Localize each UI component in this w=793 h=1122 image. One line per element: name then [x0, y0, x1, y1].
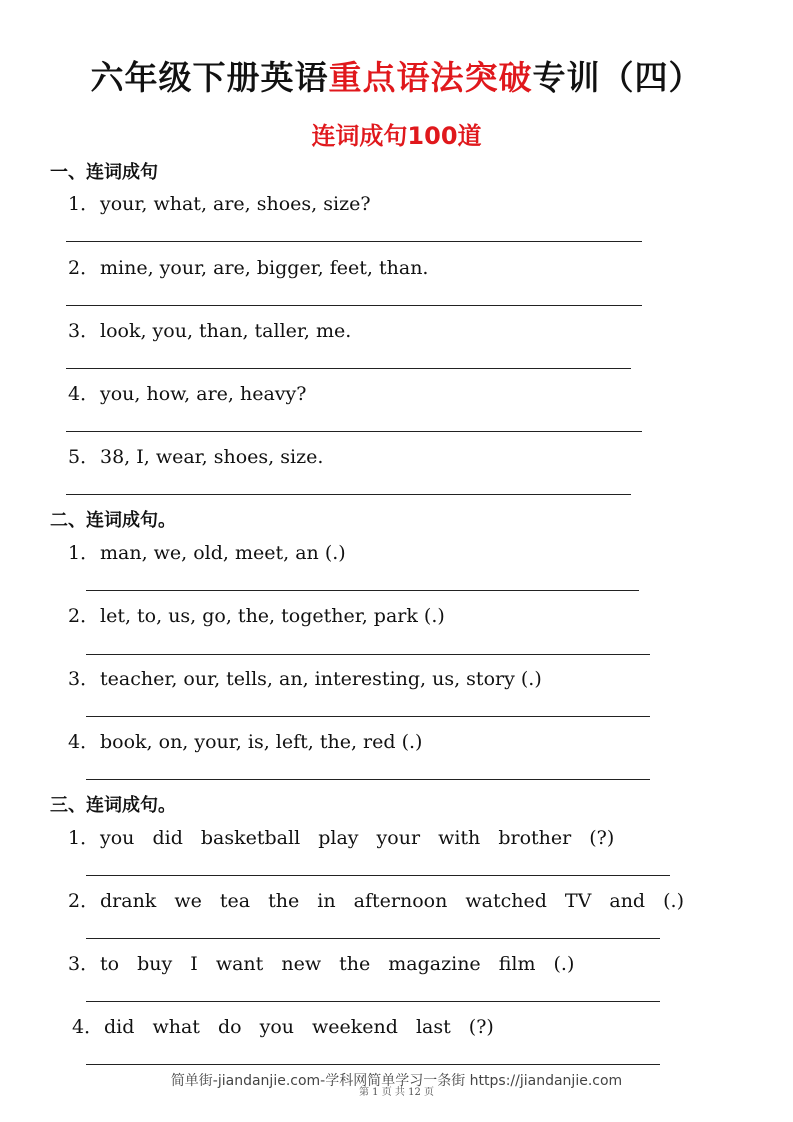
question-3-3: [68, 949, 574, 976]
question-2-1: [68, 538, 346, 565]
question-number: 2．: [68, 605, 100, 627]
section-heading-1: 一、连词成句: [50, 162, 158, 183]
question-text: book, on, your, is, left, the, red (.): [100, 731, 423, 753]
question-1-2: [68, 253, 428, 280]
answer-line-1-2[interactable]: [66, 305, 642, 306]
answer-line-2-1[interactable]: [86, 590, 639, 591]
answer-line-1-1[interactable]: [66, 241, 642, 242]
question-number: 3．: [68, 668, 100, 690]
footer-watermark: 简单街-jiandanjie.com-学科网简单学习一条街 https://jiandanjie.com: [170, 1073, 623, 1089]
question-number: 3．: [68, 953, 100, 975]
question-number: 4．: [68, 731, 100, 753]
question-text: mine, your, are, bigger, feet, than.: [100, 257, 429, 279]
title-part-2: 重点语法突破: [328, 58, 533, 97]
title-part-3: 专训（四）: [532, 58, 703, 97]
answer-line-2-2[interactable]: [86, 654, 650, 655]
question-text: drank we tea the in afternoon watched TV and (.): [100, 890, 684, 912]
question-number: 5．: [68, 446, 100, 468]
section-heading-3: 三、连词成句。: [50, 795, 176, 816]
question-1-4: [68, 379, 306, 406]
answer-line-2-3[interactable]: [86, 716, 650, 717]
question-number: 4．: [72, 1016, 104, 1038]
question-text: look, you, than, taller, me.: [100, 320, 352, 342]
question-number: 1．: [68, 193, 100, 215]
question-text: to buy I want new the magazine film (.): [100, 953, 575, 975]
answer-line-1-3[interactable]: [66, 368, 631, 369]
answer-line-1-5[interactable]: [66, 494, 631, 495]
question-2-3: [68, 664, 542, 691]
question-text: your, what, are, shoes, size?: [100, 193, 371, 215]
question-text: 38, I, wear, shoes, size.: [100, 446, 324, 468]
question-number: 2．: [68, 257, 100, 279]
question-text: man, we, old, meet, an (.): [100, 542, 346, 564]
question-1-1: [68, 189, 371, 216]
question-text: you did basketball play your with brother (?): [100, 827, 615, 849]
question-3-1: [68, 823, 614, 850]
answer-line-1-4[interactable]: [66, 431, 642, 432]
question-number: 2．: [68, 890, 100, 912]
answer-line-3-1[interactable]: [86, 875, 670, 876]
question-number: 1．: [68, 827, 100, 849]
question-1-3: [68, 316, 351, 343]
section-heading-2: 二、连词成句。: [50, 510, 176, 531]
answer-line-3-2[interactable]: [86, 938, 660, 939]
question-2-4: [68, 727, 422, 754]
question-2-2: [68, 601, 445, 628]
question-text: let, to, us, go, the, together, park (.): [100, 605, 445, 627]
answer-line-2-4[interactable]: [86, 779, 650, 780]
question-number: 3．: [68, 320, 100, 342]
question-number: 1．: [68, 542, 100, 564]
page-number: 第 1 页 共 12 页: [359, 1087, 434, 1098]
question-text: teacher, our, tells, an, interesting, us, story (.): [100, 668, 542, 690]
title-part-1: 六年级下册英语: [90, 58, 329, 97]
question-3-2: [68, 886, 684, 913]
question-number: 4．: [68, 383, 100, 405]
answer-line-3-4[interactable]: [86, 1064, 660, 1065]
question-text: you, how, are, heavy?: [100, 383, 307, 405]
question-3-4: [72, 1012, 494, 1039]
answer-line-3-3[interactable]: [86, 1001, 660, 1002]
question-1-5: [68, 442, 323, 469]
page-subtitle: 连词成句100道: [311, 122, 482, 150]
page-title: [0, 52, 793, 99]
question-text: did what do you weekend last (?): [104, 1016, 494, 1038]
